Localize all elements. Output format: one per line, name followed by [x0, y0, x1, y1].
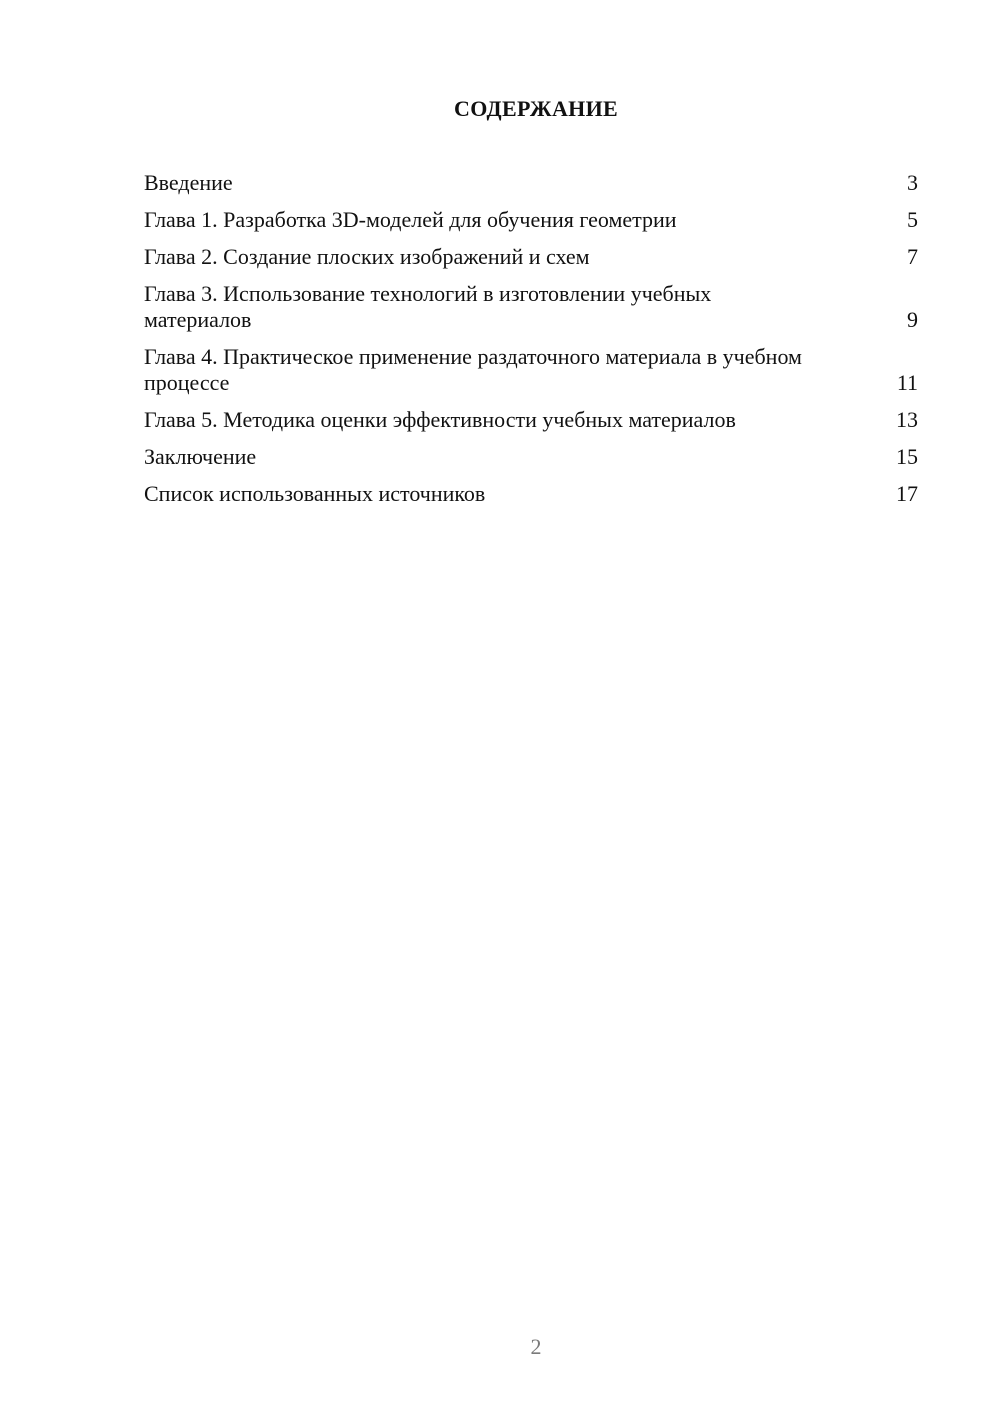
toc-entry-chapter-5 — [144, 407, 918, 433]
toc-entry-chapter-4 — [144, 344, 918, 396]
toc-entry-chapter-2 — [144, 244, 918, 270]
page-number: 2 — [530, 1334, 542, 1359]
toc-entry-references — [144, 481, 918, 507]
toc-entry-label: Глава 1. Разработка 3D-моделей для обучения геометрии — [144, 207, 677, 232]
table-of-contents — [144, 170, 918, 518]
toc-entry-label: Глава 5. Методика оценки эффективности учебных материалов — [144, 407, 736, 432]
toc-entry-label: Введение — [144, 170, 233, 195]
toc-entry-conclusion — [144, 444, 918, 470]
toc-entry-chapter-3 — [144, 281, 918, 333]
toc-entry-label: Заключение — [144, 444, 257, 469]
toc-entry-page: 17 — [896, 481, 918, 506]
toc-entry-chapter-1 — [144, 207, 918, 233]
toc-entry-page: 11 — [896, 370, 918, 395]
toc-entry-label: Глава 4. Практическое применение раздаточного материала в учебном процессе — [144, 344, 802, 395]
toc-entry-page: 13 — [896, 407, 918, 432]
toc-entry-label: Глава 3. Использование технологий в изготовлении учебных материалов — [144, 281, 712, 332]
toc-entry-page: 3 — [907, 170, 918, 195]
toc-entry-page: 9 — [907, 307, 918, 332]
toc-entry-page: 15 — [896, 444, 918, 469]
toc-entry-page: 5 — [907, 207, 918, 232]
toc-entry-label: Глава 2. Создание плоских изображений и схем — [144, 244, 590, 269]
toc-entry-introduction — [144, 170, 918, 196]
toc-entry-page: 7 — [907, 244, 918, 269]
page-title: СОДЕРЖАНИЕ — [454, 96, 618, 121]
toc-entry-label: Список использованных источников — [144, 481, 486, 506]
